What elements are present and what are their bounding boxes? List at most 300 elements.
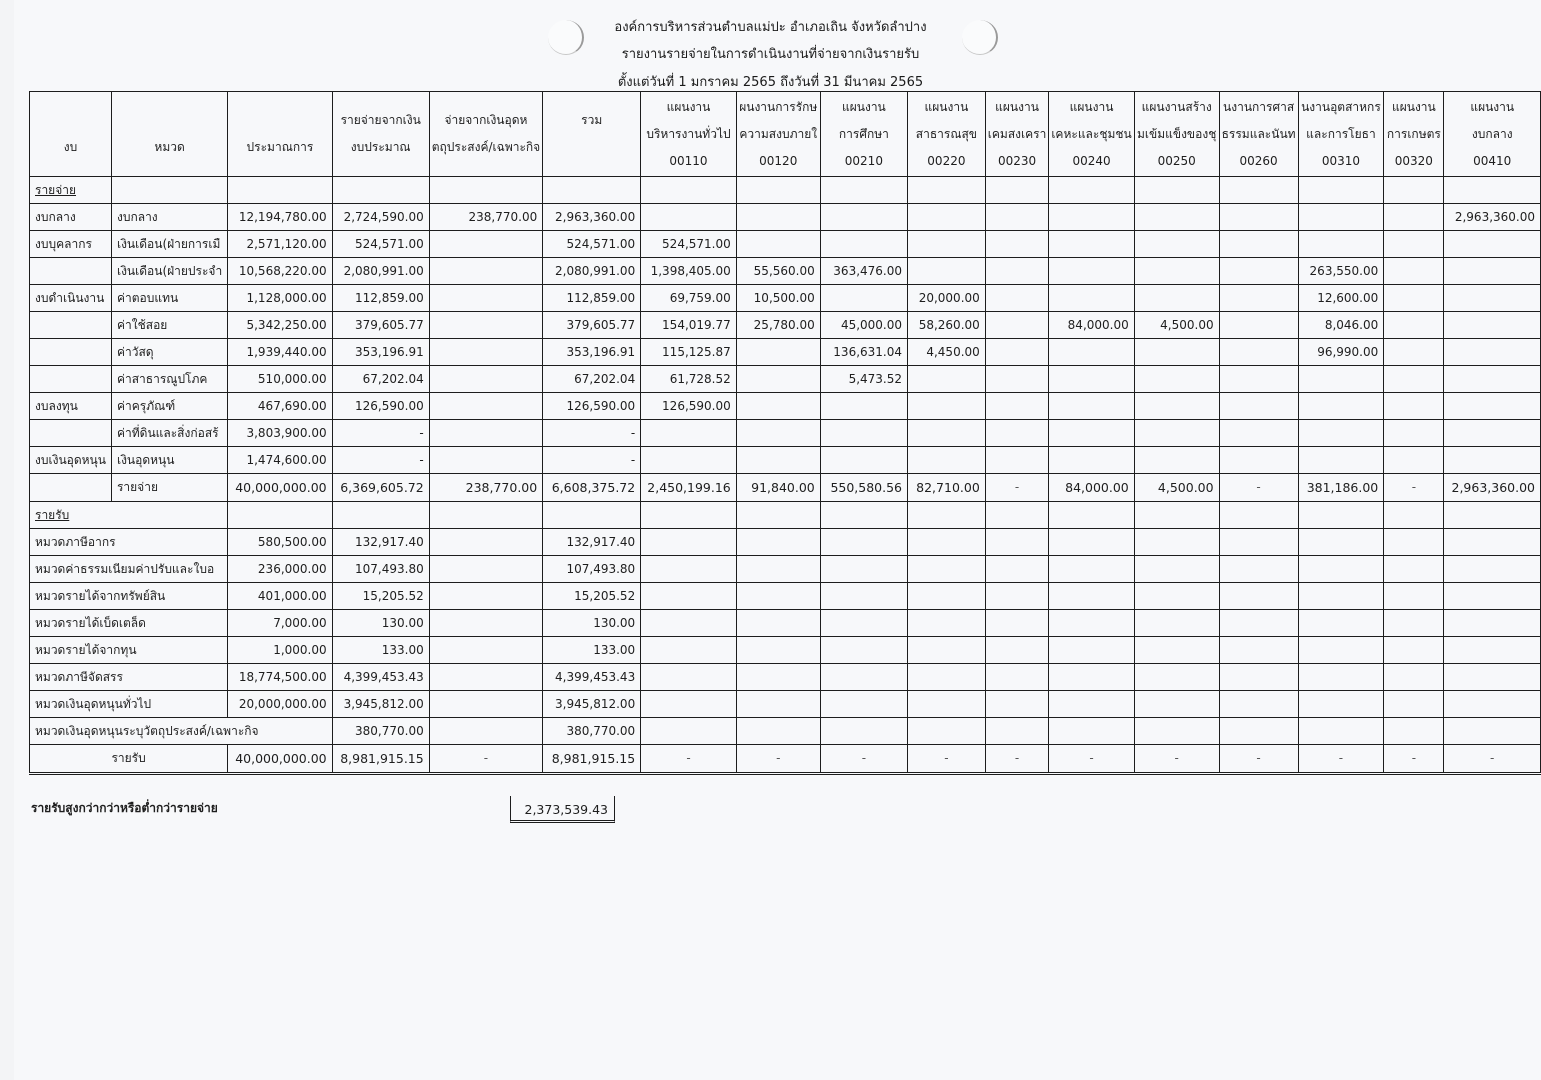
empty-cell: [429, 637, 543, 664]
column-header-line: นงานอุตสาหกร: [1301, 99, 1381, 114]
column-header-line: สาธารณสุข: [915, 126, 978, 141]
budget-spent: 112,859.00: [332, 285, 429, 312]
income-estimate: 401,000.00: [228, 583, 332, 610]
column-header: [1049, 92, 1134, 177]
plan-amount: [641, 447, 737, 474]
column-header: [908, 92, 986, 177]
column-header-line: นงานการศาส: [1223, 99, 1295, 114]
plan-amount: [985, 231, 1049, 258]
category: ค่าตอบแทน: [111, 285, 227, 312]
plan-amount: [1444, 339, 1541, 366]
empty-cell: [820, 502, 907, 529]
estimate: 1,474,600.00: [228, 447, 332, 474]
plan-amount: [985, 312, 1049, 339]
income-category: หมวดเงินอุดหนุนระบุวัตถุประสงค์/เฉพาะกิจ: [30, 718, 333, 745]
income-total-plan: -: [641, 745, 737, 774]
empty-cell: [1384, 610, 1444, 637]
expense-total-row: [30, 474, 1541, 502]
empty-cell: [736, 718, 820, 745]
plan-amount: [1134, 204, 1219, 231]
column-header-line: 00110: [669, 153, 708, 168]
empty-cell: [1384, 502, 1444, 529]
plan-amount: 136,631.04: [820, 339, 907, 366]
expense-total-plan: -: [1219, 474, 1298, 502]
plan-amount: 4,450.00: [908, 339, 986, 366]
empty-cell: [985, 610, 1049, 637]
empty-cell: [1384, 691, 1444, 718]
expense-total-estimate: 40,000,000.00: [228, 474, 332, 502]
plan-amount: [985, 204, 1049, 231]
empty-cell: [908, 583, 986, 610]
empty-cell: [1444, 583, 1541, 610]
empty-cell: [1219, 664, 1298, 691]
column-header: [228, 92, 332, 177]
plan-amount: [736, 339, 820, 366]
plan-amount: [985, 393, 1049, 420]
empty-cell: [820, 718, 907, 745]
plan-amount: [1219, 204, 1298, 231]
estimate: 1,939,440.00: [228, 339, 332, 366]
income-budget: 107,493.80: [332, 556, 429, 583]
empty-cell: [736, 691, 820, 718]
empty-cell: [1049, 664, 1134, 691]
budget-group: [30, 420, 112, 447]
income-budget: 380,770.00: [332, 718, 429, 745]
plan-amount: [736, 204, 820, 231]
subsidy-spent: [429, 258, 543, 285]
subsidy-spent: [429, 231, 543, 258]
empty-cell: [1298, 691, 1384, 718]
column-header-line: แผนงาน: [666, 99, 711, 114]
expense-total-sum: 6,608,375.72: [543, 474, 641, 502]
plan-amount: [1219, 285, 1298, 312]
plan-amount: [1444, 366, 1541, 393]
income-total: 380,770.00: [543, 718, 641, 745]
empty-cell: [641, 610, 737, 637]
plan-amount: [985, 339, 1049, 366]
plan-amount: [985, 285, 1049, 312]
plan-amount: 4,500.00: [1134, 312, 1219, 339]
empty-cell: [1219, 718, 1298, 745]
empty-cell: [1444, 502, 1541, 529]
plan-amount: [1298, 420, 1384, 447]
column-header: [985, 92, 1049, 177]
empty-cell: [641, 664, 737, 691]
plan-amount: [641, 420, 737, 447]
column-header: [30, 92, 112, 177]
income-total-plan: -: [1049, 745, 1134, 774]
plan-amount: [1219, 420, 1298, 447]
column-header-line: ความสงบภายใ: [739, 126, 818, 141]
category: เงินเดือน(ฝ่ายการเมื: [111, 231, 227, 258]
column-header: [1298, 92, 1384, 177]
income-total: 132,917.40: [543, 529, 641, 556]
empty-cell: [1444, 177, 1541, 204]
income-total-sum: 8,981,915.15: [543, 745, 641, 774]
empty-cell: [1049, 691, 1134, 718]
plan-amount: 61,728.52: [641, 366, 737, 393]
income-budget: 15,205.52: [332, 583, 429, 610]
empty-cell: [1134, 610, 1219, 637]
column-header-line: 00120: [759, 153, 798, 168]
budget-group: [30, 339, 112, 366]
empty-cell: [1384, 556, 1444, 583]
estimate: 1,128,000.00: [228, 285, 332, 312]
column-header: [111, 92, 227, 177]
estimate: 12,194,780.00: [228, 204, 332, 231]
plan-amount: [1444, 285, 1541, 312]
income-estimate: 580,500.00: [228, 529, 332, 556]
empty-cell: [736, 556, 820, 583]
income-estimate: 18,774,500.00: [228, 664, 332, 691]
column-header-line: 00210: [844, 153, 883, 168]
income-total: 3,945,812.00: [543, 691, 641, 718]
column-header-line: แผนงาน: [1069, 99, 1114, 114]
plan-amount: [908, 447, 986, 474]
plan-amount: [736, 420, 820, 447]
income-total-plan: -: [1444, 745, 1541, 774]
budget-group: งบดำเนินงาน: [30, 285, 112, 312]
empty-cell: [985, 718, 1049, 745]
plan-amount: [908, 204, 986, 231]
column-header: [1219, 92, 1298, 177]
empty-cell: [985, 664, 1049, 691]
plan-amount: 8,046.00: [1298, 312, 1384, 339]
column-header-line: การศึกษา: [838, 126, 889, 141]
empty-cell: [1134, 637, 1219, 664]
plan-amount: [736, 393, 820, 420]
income-total-plan: -: [1384, 745, 1444, 774]
income-row: [30, 691, 1541, 718]
column-header-line: 00310: [1321, 153, 1361, 168]
report-title: รายงานรายจ่ายในการดำเนินงานที่จ่ายจากเงินรายรับ: [621, 47, 920, 62]
report-table: [29, 91, 1541, 775]
empty-cell: [1384, 177, 1444, 204]
empty-cell: [1134, 502, 1219, 529]
plan-amount: 45,000.00: [820, 312, 907, 339]
income-budget: 4,399,453.43: [332, 664, 429, 691]
plan-amount: 12,600.00: [1298, 285, 1384, 312]
expense-total-budget: 6,369,605.72: [332, 474, 429, 502]
expense-row: [30, 231, 1541, 258]
plan-amount: [1049, 393, 1134, 420]
subsidy-spent: [429, 285, 543, 312]
plan-amount: [1384, 231, 1444, 258]
income-total: 130.00: [543, 610, 641, 637]
empty-cell: [429, 502, 543, 529]
plan-amount: [1049, 420, 1134, 447]
expense-row: [30, 393, 1541, 420]
empty-cell: [820, 583, 907, 610]
column-header-line: ประมาณการ: [246, 140, 314, 154]
income-total: 4,399,453.43: [543, 664, 641, 691]
plan-amount: [641, 204, 737, 231]
column-header-line: มเข้มแข็งของชุ: [1137, 126, 1217, 141]
empty-cell: [1298, 529, 1384, 556]
empty-cell: [1219, 691, 1298, 718]
plan-amount: [1219, 339, 1298, 366]
empty-cell: [985, 691, 1049, 718]
plan-amount: 2,963,360.00: [1444, 204, 1541, 231]
plan-amount: [1444, 447, 1541, 474]
income-total-estimate: 40,000,000.00: [228, 745, 332, 774]
row-total: 353,196.91: [543, 339, 641, 366]
plan-amount: [1298, 231, 1384, 258]
column-header-line: รายจ่ายจากเงิน: [340, 113, 421, 127]
income-total-label: รายรับ: [30, 745, 228, 774]
expense-row: [30, 312, 1541, 339]
empty-cell: [1134, 556, 1219, 583]
income-category: หมวดภาษีอากร: [30, 529, 228, 556]
column-header-line: 00240: [1072, 153, 1111, 168]
plan-amount: 524,571.00: [641, 231, 737, 258]
income-budget: 130.00: [332, 610, 429, 637]
column-header-line: แผนงานสร้าง: [1141, 99, 1212, 114]
empty-cell: [429, 691, 543, 718]
plan-amount: [1298, 366, 1384, 393]
empty-cell: [1444, 664, 1541, 691]
empty-cell: [1444, 718, 1541, 745]
empty-cell: [429, 529, 543, 556]
plan-amount: [1219, 312, 1298, 339]
empty-cell: [1049, 502, 1134, 529]
plan-amount: [1049, 258, 1134, 285]
plan-amount: [1049, 447, 1134, 474]
empty-cell: [820, 529, 907, 556]
plan-amount: [1298, 204, 1384, 231]
income-budget: 132,917.40: [332, 529, 429, 556]
income-row: [30, 556, 1541, 583]
subsidy-spent: 238,770.00: [429, 204, 543, 231]
plan-amount: [1444, 231, 1541, 258]
empty-cell: [1049, 556, 1134, 583]
empty-cell: [820, 664, 907, 691]
category: เงินเดือน(ฝ่ายประจำ: [111, 258, 227, 285]
empty-cell: [1444, 610, 1541, 637]
empty-cell: [985, 556, 1049, 583]
empty-cell: [111, 177, 227, 204]
expense-row: [30, 204, 1541, 231]
empty-cell: [1049, 718, 1134, 745]
empty-cell: [1298, 637, 1384, 664]
empty-cell: [543, 502, 641, 529]
empty-cell: [820, 691, 907, 718]
empty-cell: [985, 177, 1049, 204]
plan-amount: [908, 258, 986, 285]
subsidy-spent: [429, 312, 543, 339]
income-category: หมวดเงินอุดหนุนทั่วไป: [30, 691, 228, 718]
column-header-line: ตถุประสงค์/เฉพาะกิจ: [431, 140, 541, 154]
column-header-line: การเกษตร: [1386, 126, 1441, 141]
plan-amount: [1134, 447, 1219, 474]
plan-amount: 55,560.00: [736, 258, 820, 285]
plan-amount: [1384, 447, 1444, 474]
empty-cell: [1219, 529, 1298, 556]
income-total-plan: -: [736, 745, 820, 774]
income-row: [30, 664, 1541, 691]
expense-total-label: รายจ่าย: [111, 474, 227, 502]
plan-amount: [1134, 393, 1219, 420]
plan-amount: [820, 393, 907, 420]
row-total: 524,571.00: [543, 231, 641, 258]
plan-amount: [1134, 339, 1219, 366]
empty-cell: [1134, 529, 1219, 556]
empty-cell: [641, 691, 737, 718]
empty-cell: [641, 177, 737, 204]
row-total: 126,590.00: [543, 393, 641, 420]
row-total: 67,202.04: [543, 366, 641, 393]
income-row: [30, 718, 1541, 745]
plan-amount: [908, 420, 986, 447]
income-row: [30, 583, 1541, 610]
empty-cell: [429, 718, 543, 745]
income-category: หมวดรายได้จากทุน: [30, 637, 228, 664]
budget-spent: 379,605.77: [332, 312, 429, 339]
budget-spent: 2,080,991.00: [332, 258, 429, 285]
plan-amount: [1049, 231, 1134, 258]
plan-amount: [1049, 204, 1134, 231]
income-total-plan: -: [820, 745, 907, 774]
empty-cell: [985, 637, 1049, 664]
empty-cell: [985, 529, 1049, 556]
empty-cell: [908, 177, 986, 204]
budget-spent: -: [332, 447, 429, 474]
plan-amount: [1134, 366, 1219, 393]
column-header-line: 00410: [1473, 153, 1512, 168]
budget-spent: 524,571.00: [332, 231, 429, 258]
empty-cell: [1384, 664, 1444, 691]
column-header-line: งบกลาง: [1471, 126, 1513, 141]
expense-total-plan: 84,000.00: [1049, 474, 1134, 502]
estimate: 3,803,900.00: [228, 420, 332, 447]
empty-cell: [820, 177, 907, 204]
empty-cell: [1298, 664, 1384, 691]
column-header-line: แผนงาน: [995, 99, 1039, 114]
plan-amount: [1384, 285, 1444, 312]
income-estimate: 1,000.00: [228, 637, 332, 664]
empty-cell: [1049, 177, 1134, 204]
expense-total-plan: 82,710.00: [908, 474, 986, 502]
expense-total-plan: 550,580.56: [820, 474, 907, 502]
column-header-line: บริหารงานทั่วไป: [646, 126, 731, 141]
empty-cell: [1219, 583, 1298, 610]
estimate: 510,000.00: [228, 366, 332, 393]
report-period: ตั้งแต่วันที่ 1 มกราคม 2565 ถึงวันที่ 31 มีนาคม 2565: [617, 75, 924, 90]
income-total-plan: -: [1219, 745, 1298, 774]
empty-cell: [1298, 177, 1384, 204]
row-total: 379,605.77: [543, 312, 641, 339]
empty-cell: [429, 177, 543, 204]
estimate: 2,571,120.00: [228, 231, 332, 258]
column-header-line: เคมสงเครา: [987, 126, 1047, 141]
category: ค่าครุภัณฑ์: [111, 393, 227, 420]
empty-cell: [908, 691, 986, 718]
empty-cell: [332, 502, 429, 529]
empty-cell: [908, 502, 986, 529]
estimate: 467,690.00: [228, 393, 332, 420]
category: เงินอุดหนุน: [111, 447, 227, 474]
column-header-line: 00260: [1239, 153, 1278, 168]
empty-cell: [820, 556, 907, 583]
column-header-line: เคหะและชุมชน: [1051, 126, 1132, 141]
empty-cell: [228, 502, 332, 529]
empty-cell: [820, 610, 907, 637]
plan-amount: [1384, 258, 1444, 285]
empty-cell: [30, 474, 112, 502]
expense-total-plan: 4,500.00: [1134, 474, 1219, 502]
plan-amount: [1298, 393, 1384, 420]
column-header-line: 00220: [927, 153, 966, 168]
plan-amount: [1444, 393, 1541, 420]
plan-amount: [820, 204, 907, 231]
column-header-line: 00320: [1394, 153, 1433, 168]
empty-cell: [1384, 529, 1444, 556]
category: ค่าที่ดินและสิ่งก่อสร้: [111, 420, 227, 447]
section-row-expense: [30, 177, 1541, 204]
plan-amount: [1134, 258, 1219, 285]
column-header: [543, 92, 641, 177]
plan-amount: [1384, 312, 1444, 339]
income-total: 107,493.80: [543, 556, 641, 583]
empty-cell: [1049, 583, 1134, 610]
expense-total-plan: 91,840.00: [736, 474, 820, 502]
income-total-plan: -: [1298, 745, 1384, 774]
income-budget: 3,945,812.00: [332, 691, 429, 718]
income-total-plan: -: [985, 745, 1049, 774]
budget-spent: 126,590.00: [332, 393, 429, 420]
column-header-line: 00250: [1157, 153, 1196, 168]
plan-amount: [985, 366, 1049, 393]
header-row: [30, 92, 1541, 177]
empty-cell: [429, 556, 543, 583]
plan-amount: [1219, 393, 1298, 420]
plan-amount: 154,019.77: [641, 312, 737, 339]
empty-cell: [1049, 637, 1134, 664]
empty-cell: [908, 556, 986, 583]
budget-group: [30, 258, 112, 285]
column-header-line: งบ: [63, 140, 78, 154]
category: ค่าใช้สอย: [111, 312, 227, 339]
empty-cell: [332, 177, 429, 204]
column-header: [641, 92, 737, 177]
empty-cell: [1134, 691, 1219, 718]
income-estimate: 236,000.00: [228, 556, 332, 583]
org-title: องค์การบริหารส่วนตำบลแม่ปะ อำเภอเถิน จังหวัดลำปาง: [614, 20, 927, 35]
column-header-line: แผนงาน: [1470, 99, 1515, 114]
empty-cell: [1298, 718, 1384, 745]
empty-cell: [543, 177, 641, 204]
income-row: [30, 637, 1541, 664]
empty-cell: [641, 529, 737, 556]
column-header-line: ผนงานการรักษ: [739, 99, 818, 114]
budget-group: งบลงทุน: [30, 393, 112, 420]
income-estimate: 7,000.00: [228, 610, 332, 637]
subsidy-spent: [429, 339, 543, 366]
plan-amount: [1134, 420, 1219, 447]
expense-row: [30, 285, 1541, 312]
row-total: 112,859.00: [543, 285, 641, 312]
empty-cell: [1049, 610, 1134, 637]
empty-cell: [1298, 610, 1384, 637]
column-header: [820, 92, 907, 177]
empty-cell: [429, 664, 543, 691]
income-estimate: 20,000,000.00: [228, 691, 332, 718]
plan-amount: [820, 420, 907, 447]
empty-cell: [429, 583, 543, 610]
column-header: [1444, 92, 1541, 177]
category: ค่าสาธารณูปโภค: [111, 366, 227, 393]
plan-amount: 5,473.52: [820, 366, 907, 393]
